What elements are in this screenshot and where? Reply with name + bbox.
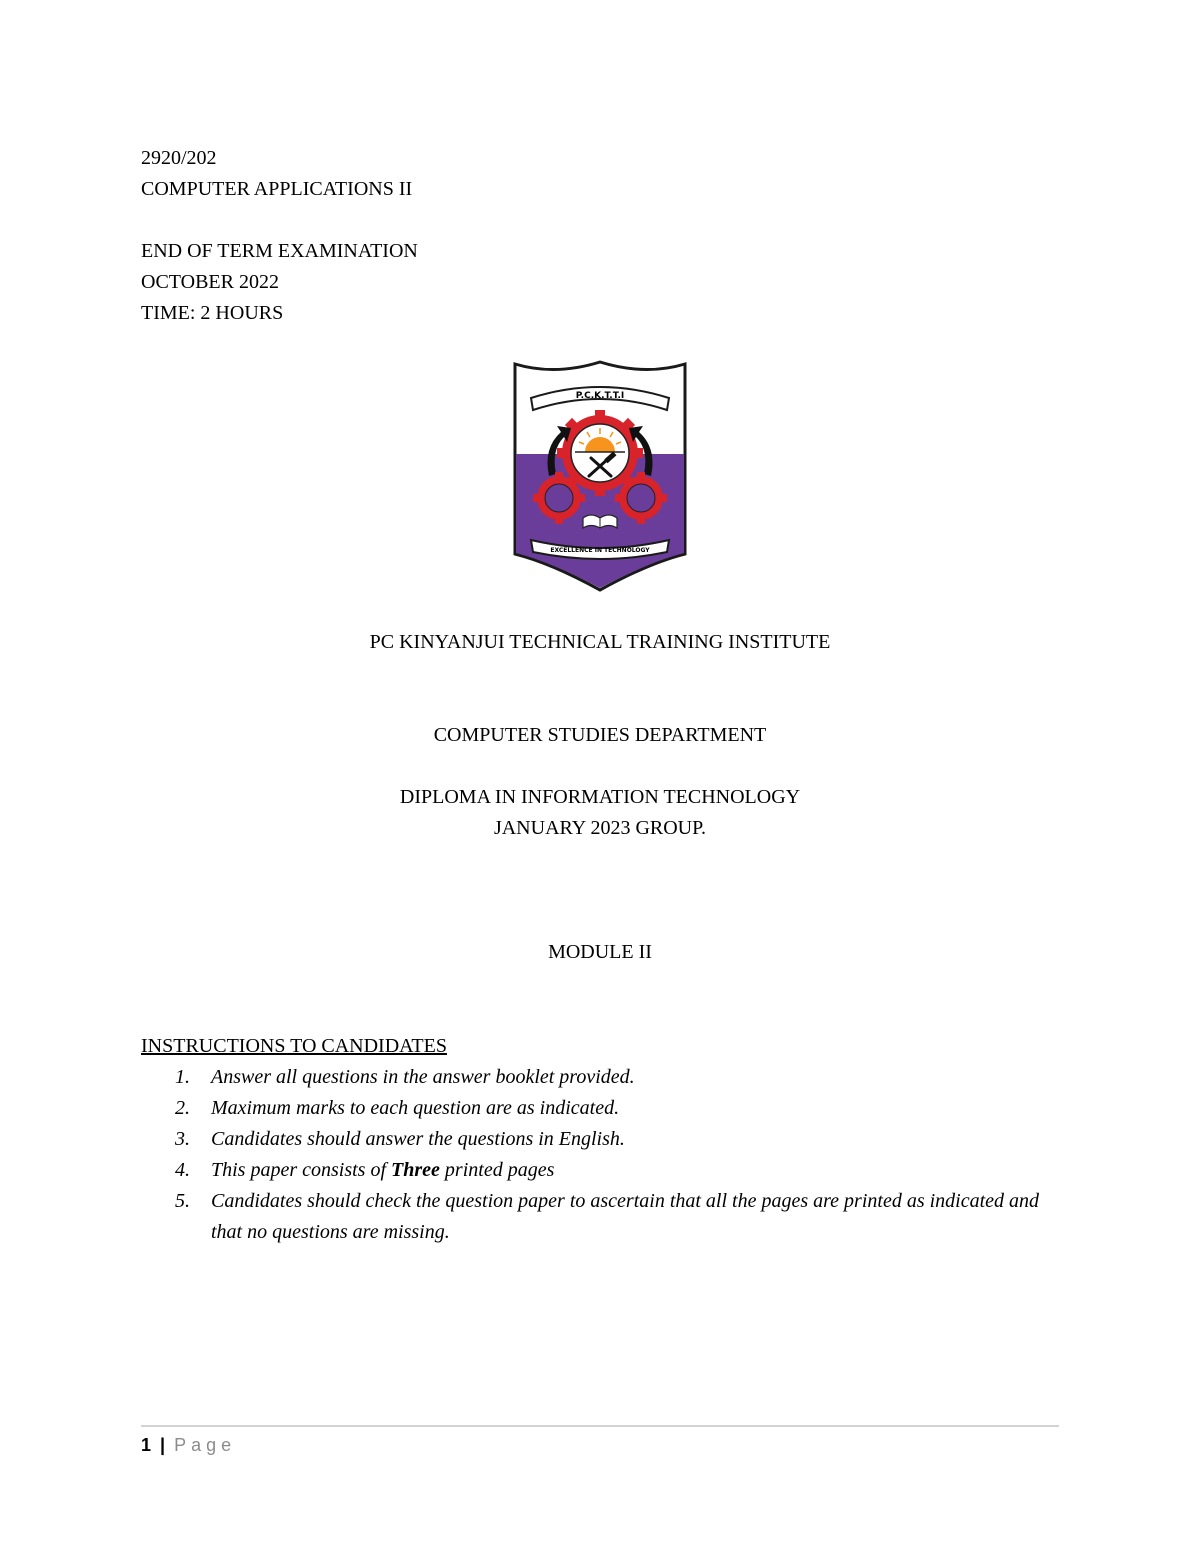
group-name: JANUARY 2023 GROUP. <box>493 817 707 839</box>
instruction-item: 3. Candidates should answer the questions in English. <box>175 1128 625 1150</box>
instructions-list <box>141 1062 1061 1248</box>
footer-divider <box>141 1425 1059 1427</box>
page-count-emphasis: Three <box>391 1159 440 1181</box>
exam-duration: TIME: 2 HOURS <box>141 302 284 324</box>
exam-date: OCTOBER 2022 <box>141 271 279 293</box>
instruction-item: 5. Candidates should check the question paper to ascertain that all the pages are printed as indicated and that no questions are missing. <box>175 1190 1040 1243</box>
subject-title: COMPUTER APPLICATIONS II <box>141 178 413 200</box>
exam-header <box>141 143 418 329</box>
instruction-item: 2. Maximum marks to each question are as indicated. <box>175 1097 620 1119</box>
instructions-title: INSTRUCTIONS TO CANDIDATES <box>141 1035 447 1057</box>
instruction-item: 1. Answer all questions in the answer booklet provided. <box>175 1066 635 1088</box>
footer-separator: | <box>160 1435 166 1455</box>
exam-type: END OF TERM EXAMINATION <box>141 240 418 262</box>
crest-banner-top-text: P.C.K.T.T.I <box>575 391 625 401</box>
page-footer <box>141 1433 236 1457</box>
module-name: MODULE II <box>548 941 652 963</box>
page-number: 1 <box>141 1435 152 1455</box>
department-name: COMPUTER STUDIES DEPARTMENT <box>433 724 767 746</box>
institution-name: PC KINYANJUI TECHNICAL TRAINING INSTITUTE <box>369 631 831 653</box>
programme-name: DIPLOMA IN INFORMATION TECHNOLOGY <box>399 786 801 808</box>
paper-code: 2920/202 <box>141 147 217 169</box>
instruction-item: 4. This paper consists of Three printed pages <box>175 1159 555 1181</box>
crest-banner-bottom-text: EXCELLENCE IN TECHNOLOGY <box>550 547 650 554</box>
institution-crest-logo <box>509 358 691 592</box>
page-label: Page <box>174 1435 237 1455</box>
